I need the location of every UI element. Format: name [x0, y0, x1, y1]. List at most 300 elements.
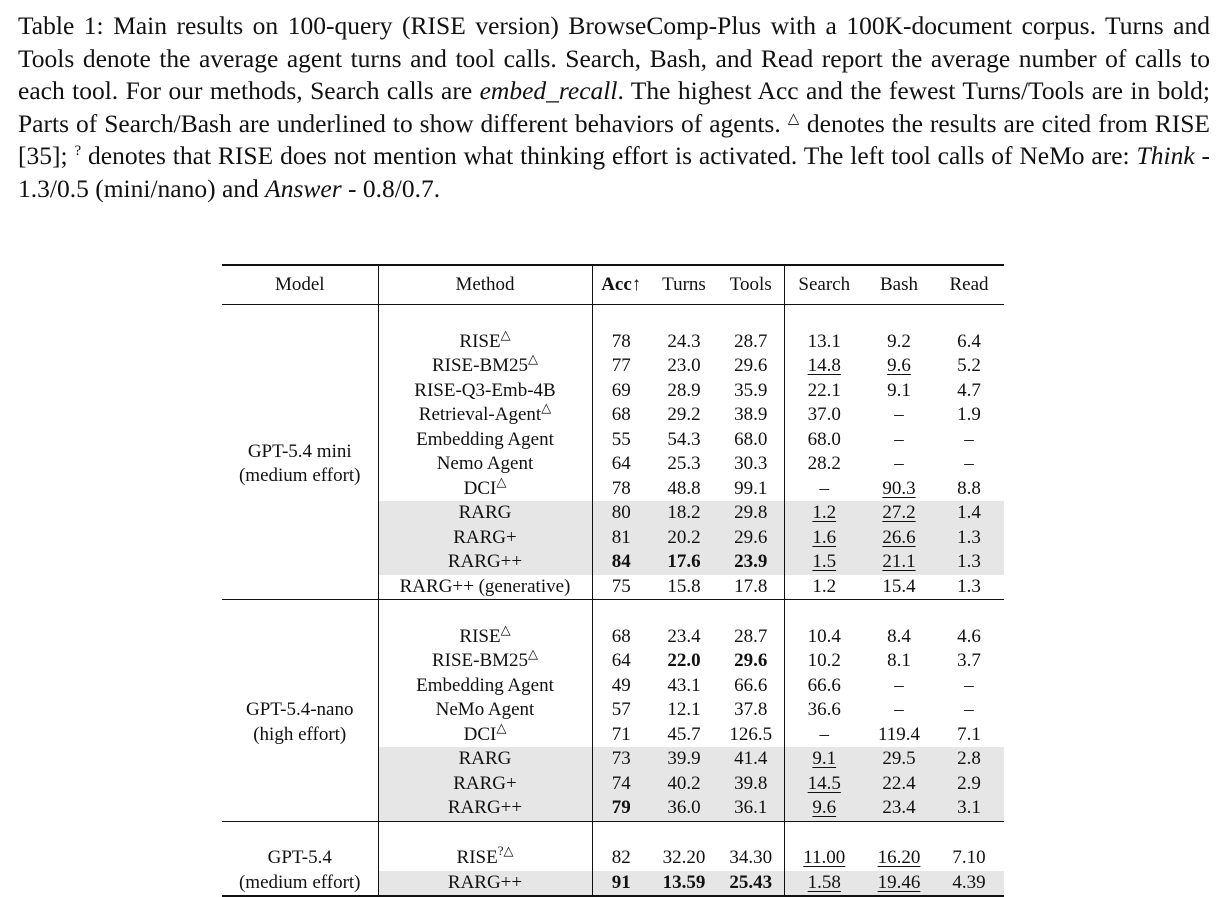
acc-cell — [592, 846, 650, 871]
acc-cell — [592, 747, 650, 772]
turns-value: 15.8 — [667, 575, 701, 597]
tools-value: 28.7 — [734, 625, 768, 647]
bash-value: – — [894, 699, 904, 720]
search-value: – — [819, 723, 829, 745]
search-value: 68.0 — [807, 428, 841, 450]
tools-value: 28.7 — [734, 330, 768, 352]
turns-cell — [650, 379, 718, 404]
search-cell — [784, 625, 864, 650]
read-value: 7.10 — [952, 847, 986, 868]
read-cell — [934, 796, 1004, 821]
bash-cell — [864, 477, 934, 502]
method-name: RISE — [456, 847, 498, 868]
search-value: 37.0 — [807, 404, 841, 425]
search-cell — [784, 674, 864, 699]
turns-value: 32.20 — [662, 847, 706, 868]
method-cell — [378, 400, 592, 428]
method-name: RARG — [458, 502, 512, 523]
method-name: RISE-Q3-Emb-4B — [414, 379, 556, 401]
turns-cell — [650, 477, 718, 502]
caption-text-3: denotes the results are cited from RISE [35]; — [18, 108, 1210, 170]
header-method: Method — [378, 265, 592, 305]
method-cell — [378, 674, 592, 699]
bash-cell — [864, 796, 934, 821]
search-cell — [784, 550, 864, 575]
method-cell — [378, 326, 592, 355]
bash-value: 119.4 — [877, 723, 921, 745]
cited-mark-icon: △ — [528, 351, 539, 366]
model-name: GPT-5.4 mini — [247, 440, 352, 462]
turns-value: 39.9 — [667, 748, 701, 769]
search-value: 36.6 — [807, 699, 841, 720]
tools-cell — [718, 674, 784, 699]
acc-value: 82 — [611, 847, 631, 868]
method-name: RARG++ — [447, 871, 523, 893]
search-value: 1.58 — [807, 871, 841, 893]
turns-cell — [650, 526, 718, 551]
turns-cell — [650, 747, 718, 772]
spacer-cell — [592, 600, 784, 625]
results-body — [222, 305, 1004, 897]
read-cell — [934, 772, 1004, 797]
method-name: Retrieval-Agent — [418, 404, 542, 425]
turns-cell — [650, 452, 718, 477]
caption-text-6: - 0.8/0.7. — [348, 173, 441, 203]
bash-cell — [864, 428, 934, 453]
bash-value: 23.4 — [882, 797, 916, 818]
method-cell — [378, 452, 592, 477]
model-cell — [222, 846, 378, 896]
read-value: – — [964, 699, 974, 720]
search-cell — [784, 649, 864, 674]
spacer-cell — [222, 600, 378, 625]
method-cell — [378, 621, 592, 650]
acc-cell — [592, 330, 650, 355]
turns-value: 22.0 — [667, 650, 701, 671]
results-table — [222, 264, 1004, 897]
bash-cell — [864, 649, 934, 674]
search-cell — [784, 452, 864, 477]
spacer-cell — [592, 821, 784, 846]
caption-label: Table 1: — [18, 11, 104, 40]
spacer-cell — [378, 821, 592, 846]
tools-value: 29.6 — [734, 355, 768, 376]
tools-cell — [718, 575, 784, 600]
bash-value: 22.4 — [882, 772, 916, 794]
tools-cell — [718, 649, 784, 674]
method-name: Nemo Agent — [436, 453, 534, 474]
turns-value: 23.0 — [667, 355, 701, 376]
acc-value: 84 — [611, 551, 631, 572]
bash-value: 21.1 — [882, 551, 916, 572]
cited-mark-icon: ?△ — [497, 843, 514, 858]
bash-cell — [864, 550, 934, 575]
spacer-cell — [784, 821, 1004, 846]
read-cell — [934, 674, 1004, 699]
method-cell — [378, 843, 592, 871]
model-effort: (medium effort) — [238, 871, 361, 893]
search-value: 10.4 — [807, 625, 841, 647]
header-tools: Tools — [718, 265, 784, 305]
search-value: 1.2 — [812, 502, 837, 523]
caption-text-4: denotes that RISE does not mention what thinking effort is activated. The left tool calls of NeMo are: — [88, 141, 1130, 170]
tools-cell — [718, 526, 784, 551]
turns-cell — [650, 674, 718, 699]
caption-text-5: - 1.3/0.5 (mini/nano) and — [18, 141, 1211, 203]
tools-value: 68.0 — [734, 428, 768, 450]
acc-value: 91 — [611, 871, 631, 893]
caption-text-2: . The highest Acc and the fewest Turns/Tools are in bold; Parts of Search/Bash are underlined to show different behaviors of agents. — [18, 76, 1211, 138]
read-cell — [934, 871, 1004, 897]
method-cell — [378, 575, 592, 600]
method-name: RISE — [459, 625, 501, 647]
model-effort: (medium effort) — [238, 465, 361, 487]
tools-cell — [718, 428, 784, 453]
read-cell — [934, 575, 1004, 600]
tools-value: 34.30 — [729, 847, 773, 868]
turns-value: 17.6 — [667, 551, 701, 572]
search-cell — [784, 846, 864, 871]
search-value: 28.2 — [807, 453, 841, 474]
tools-cell — [718, 772, 784, 797]
search-value: 11.00 — [803, 847, 846, 868]
read-value: 1.3 — [957, 575, 981, 597]
acc-cell — [592, 501, 650, 526]
header-bash: Bash — [880, 274, 918, 295]
spacer-cell — [222, 821, 378, 846]
method-cell — [378, 428, 592, 453]
acc-cell — [592, 772, 650, 797]
bash-value: – — [894, 404, 904, 425]
method-cell — [378, 526, 592, 551]
tools-cell — [718, 379, 784, 404]
acc-value: 78 — [611, 477, 631, 499]
turns-value: 23.4 — [667, 625, 701, 647]
bash-value: 9.1 — [887, 379, 911, 401]
acc-cell — [592, 428, 650, 453]
read-value: 8.8 — [957, 477, 981, 499]
search-cell — [784, 871, 864, 897]
method-name: RARG++ (generative) — [399, 575, 571, 597]
tools-value: 39.8 — [734, 772, 768, 794]
search-value: 13.1 — [807, 330, 841, 352]
read-value: 6.4 — [957, 330, 981, 352]
method-name: RARG+ — [453, 772, 517, 794]
tools-value: 17.8 — [734, 575, 768, 597]
turns-value: 43.1 — [667, 674, 701, 696]
read-cell — [934, 747, 1004, 772]
read-value: 4.39 — [952, 871, 986, 893]
tools-value: 29.6 — [734, 526, 768, 548]
acc-cell — [592, 550, 650, 575]
bash-cell — [864, 379, 934, 404]
search-cell — [784, 698, 864, 723]
turns-value: 13.59 — [662, 871, 706, 893]
search-cell — [784, 796, 864, 821]
read-value: 1.9 — [957, 404, 981, 425]
read-cell — [934, 649, 1004, 674]
read-value: 1.3 — [957, 526, 981, 548]
method-cell — [378, 379, 592, 404]
bash-cell — [864, 403, 934, 428]
acc-cell — [592, 477, 650, 502]
bash-value: 26.6 — [882, 526, 916, 548]
tools-cell — [718, 403, 784, 428]
search-cell — [784, 379, 864, 404]
read-cell — [934, 526, 1004, 551]
bash-cell — [864, 747, 934, 772]
search-value: 14.8 — [807, 355, 841, 376]
bash-value: – — [894, 674, 904, 696]
acc-cell — [592, 871, 650, 897]
header-acc: Acc↑ — [601, 274, 642, 295]
search-value: 9.6 — [812, 797, 837, 818]
bash-cell — [864, 674, 934, 699]
method-name: RISE-BM25 — [431, 355, 529, 376]
acc-cell — [592, 649, 650, 674]
acc-value: 78 — [611, 330, 631, 352]
acc-cell — [592, 354, 650, 379]
acc-value: 69 — [611, 379, 631, 401]
tools-value: 38.9 — [734, 404, 768, 425]
turns-cell — [650, 871, 718, 897]
method-name: Embedding Agent — [416, 428, 554, 450]
turns-cell — [650, 575, 718, 600]
tools-value: 23.9 — [734, 551, 768, 572]
turns-cell — [650, 846, 718, 871]
search-value: – — [819, 477, 829, 499]
acc-value: 49 — [611, 674, 631, 696]
turns-value: 36.0 — [667, 797, 701, 818]
read-value: 3.1 — [957, 797, 981, 818]
search-value: 22.1 — [807, 379, 841, 401]
question-mark-icon: ? — [74, 143, 82, 159]
cited-mark-icon: △ — [541, 400, 552, 415]
bash-value: 8.1 — [887, 650, 911, 671]
model-effort: (high effort) — [253, 723, 347, 745]
acc-cell — [592, 674, 650, 699]
read-value: 2.8 — [957, 748, 981, 769]
bash-cell — [864, 354, 934, 379]
read-value: – — [964, 453, 974, 474]
tools-cell — [718, 796, 784, 821]
read-value: – — [964, 428, 974, 450]
caption-em-embed-recall: embed_recall — [479, 76, 618, 105]
method-cell — [378, 351, 592, 379]
search-cell — [784, 526, 864, 551]
header-row — [222, 265, 1004, 305]
bash-value: 16.20 — [877, 847, 921, 868]
tools-cell — [718, 625, 784, 650]
tools-value: 37.8 — [734, 699, 768, 720]
method-name: NeMo Agent — [435, 699, 535, 720]
model-name: GPT-5.4-nano — [246, 699, 354, 720]
method-cell — [378, 719, 592, 748]
bash-cell — [864, 846, 934, 871]
search-cell — [784, 501, 864, 526]
bash-cell — [864, 501, 934, 526]
acc-value: 81 — [611, 526, 631, 548]
method-name: RISE-BM25 — [431, 650, 529, 671]
turns-cell — [650, 723, 718, 748]
acc-value: 75 — [611, 575, 631, 597]
method-name: RARG++ — [447, 797, 523, 818]
search-cell — [784, 330, 864, 355]
read-cell — [934, 846, 1004, 871]
turns-cell — [650, 649, 718, 674]
tools-value: 126.5 — [729, 723, 773, 745]
bash-cell — [864, 575, 934, 600]
acc-value: 80 — [611, 502, 631, 523]
cited-mark-icon: △ — [500, 326, 511, 342]
turns-cell — [650, 330, 718, 355]
acc-cell — [592, 403, 650, 428]
turns-value: 48.8 — [667, 477, 701, 499]
acc-cell — [592, 796, 650, 821]
read-cell — [934, 501, 1004, 526]
tools-value: 25.43 — [729, 871, 773, 893]
read-value: 7.1 — [957, 723, 981, 745]
tools-cell — [718, 550, 784, 575]
bash-cell — [864, 871, 934, 897]
method-name: DCI — [463, 477, 497, 499]
spacer-cell — [378, 600, 592, 625]
spacer-cell — [222, 305, 378, 330]
read-value: – — [964, 674, 974, 696]
table-caption — [18, 10, 1210, 205]
acc-value: 79 — [611, 797, 631, 818]
table-row — [222, 625, 1004, 650]
turns-value: 25.3 — [667, 453, 701, 474]
read-cell — [934, 698, 1004, 723]
acc-value: 64 — [611, 453, 631, 474]
search-cell — [784, 723, 864, 748]
bash-cell — [864, 772, 934, 797]
turns-cell — [650, 698, 718, 723]
turns-cell — [650, 354, 718, 379]
tools-cell — [718, 452, 784, 477]
tools-value: 66.6 — [734, 674, 768, 696]
read-cell — [934, 354, 1004, 379]
turns-cell — [650, 772, 718, 797]
header-read: Read — [949, 274, 989, 295]
read-value: 1.3 — [957, 551, 981, 572]
acc-value: 77 — [611, 355, 631, 376]
method-name: RISE — [459, 330, 501, 352]
method-cell — [378, 698, 592, 723]
tools-cell — [718, 846, 784, 871]
acc-value: 68 — [611, 404, 631, 425]
search-cell — [784, 575, 864, 600]
acc-value: 71 — [611, 723, 631, 745]
spacer-cell — [592, 305, 784, 330]
read-cell — [934, 379, 1004, 404]
cited-mark-icon: △ — [500, 621, 511, 637]
acc-cell — [592, 575, 650, 600]
model-name: GPT-5.4 — [267, 847, 332, 868]
method-cell — [378, 501, 592, 526]
read-cell — [934, 428, 1004, 453]
caption-em-think: Think — [1136, 141, 1195, 170]
caption-text-1: Main results on 100-query (RISE version) BrowseComp-Plus with a 100K-document corpus. Turns and Tools denote the average agent turns and tool calls. Search, Bash, and Read report the average number of calls to each tool. For our methods, Search calls are — [18, 11, 1211, 105]
table-row — [222, 846, 1004, 871]
bash-value: 9.2 — [887, 330, 911, 352]
read-value: 3.7 — [957, 650, 981, 671]
spacer-cell — [784, 305, 1004, 330]
method-cell — [378, 772, 592, 797]
search-value: 1.5 — [812, 551, 837, 572]
turns-cell — [650, 550, 718, 575]
read-value: 2.9 — [957, 772, 981, 794]
search-cell — [784, 428, 864, 453]
read-value: 4.6 — [957, 625, 981, 647]
search-value: 1.2 — [812, 575, 837, 597]
turns-value: 54.3 — [667, 428, 701, 450]
acc-cell — [592, 723, 650, 748]
acc-value: 55 — [611, 428, 631, 450]
tools-value: 35.9 — [734, 379, 768, 401]
tools-cell — [718, 723, 784, 748]
acc-cell — [592, 698, 650, 723]
turns-value: 40.2 — [667, 772, 701, 794]
acc-value: 74 — [611, 772, 631, 794]
cited-mark-icon: △ — [528, 646, 539, 661]
read-cell — [934, 452, 1004, 477]
model-cell — [222, 330, 378, 600]
acc-cell — [592, 452, 650, 477]
read-cell — [934, 723, 1004, 748]
bash-value: 19.46 — [877, 871, 921, 893]
turns-value: 18.2 — [667, 502, 701, 523]
tools-value: 30.3 — [734, 453, 768, 474]
search-cell — [784, 772, 864, 797]
turns-value: 20.2 — [667, 526, 701, 548]
group-spacer — [222, 821, 1004, 846]
method-cell — [378, 747, 592, 772]
search-cell — [784, 747, 864, 772]
bash-value: 8.4 — [887, 625, 911, 647]
acc-cell — [592, 526, 650, 551]
method-name: RARG+ — [453, 526, 517, 548]
search-cell — [784, 403, 864, 428]
read-cell — [934, 477, 1004, 502]
bash-value: 27.2 — [882, 502, 916, 523]
turns-cell — [650, 428, 718, 453]
turns-cell — [650, 796, 718, 821]
turns-cell — [650, 501, 718, 526]
method-cell — [378, 871, 592, 897]
spacer-cell — [784, 600, 1004, 625]
cited-mark-icon: △ — [496, 473, 507, 489]
tools-value: 99.1 — [734, 477, 768, 499]
acc-cell — [592, 625, 650, 650]
tools-cell — [718, 354, 784, 379]
search-cell — [784, 477, 864, 502]
turns-cell — [650, 403, 718, 428]
bash-value: 9.6 — [887, 355, 911, 376]
turns-value: 45.7 — [667, 723, 701, 745]
tools-cell — [718, 871, 784, 897]
acc-value: 57 — [611, 699, 631, 720]
group-spacer — [222, 305, 1004, 330]
spacer-cell — [378, 305, 592, 330]
table-row — [222, 330, 1004, 355]
bash-cell — [864, 625, 934, 650]
cited-mark-icon: △ — [496, 719, 507, 735]
header-turns: Turns — [662, 274, 706, 295]
read-cell — [934, 403, 1004, 428]
read-cell — [934, 330, 1004, 355]
